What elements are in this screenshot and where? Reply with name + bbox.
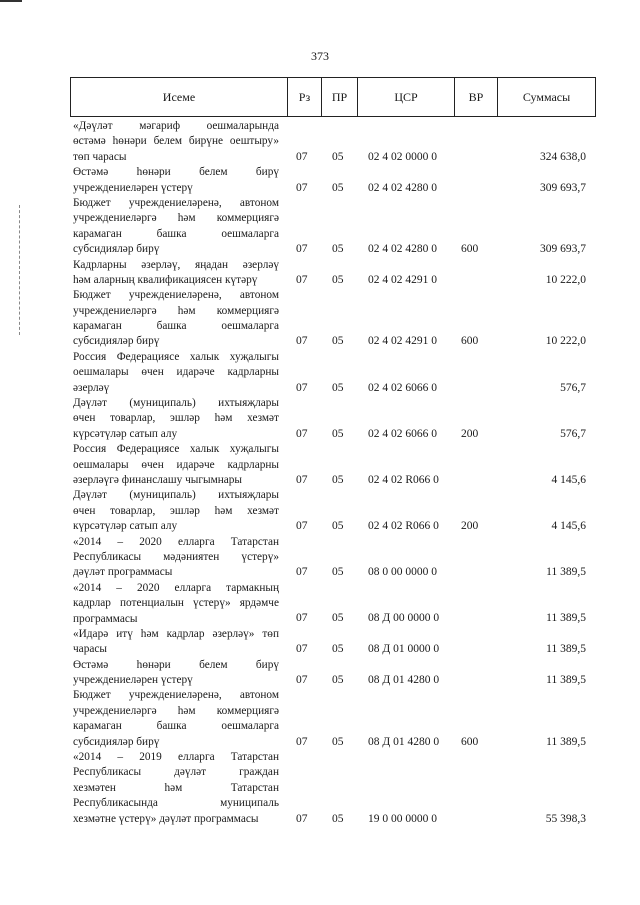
header-csr: ЦСР bbox=[358, 78, 455, 116]
row-pr: 05 bbox=[332, 473, 344, 486]
row-name-line: карамаган башка оешмаларга bbox=[73, 720, 279, 733]
row-name-line: әзерләү bbox=[73, 381, 110, 394]
table-row bbox=[73, 396, 593, 442]
row-rz: 07 bbox=[296, 643, 308, 656]
row-csr: 02 4 02 0000 0 bbox=[368, 150, 437, 163]
row-name-line: чарасы bbox=[73, 643, 107, 656]
row-name-line: Дәүләт (муниципаль) ихтыяҗлары bbox=[73, 489, 279, 502]
row-name-line: «2014 – 2020 елларга тармакның bbox=[73, 581, 279, 594]
row-name bbox=[73, 288, 279, 350]
row-pr: 05 bbox=[332, 181, 344, 194]
row-name-line: учреждениеләрен үстерү bbox=[73, 674, 193, 687]
row-name-line: учреждениеләргә һәм коммерциягә bbox=[73, 704, 279, 717]
row-name-line: өстәмә һөнәри белем бирүне оештыру» bbox=[73, 135, 279, 148]
table-header bbox=[70, 77, 596, 117]
row-name-line: субсидияләр бирү bbox=[73, 243, 160, 256]
row-name-line: Республикасы дәүләт граждан bbox=[73, 766, 279, 779]
header-sum: Суммасы bbox=[522, 89, 571, 104]
row-name-line: Россия Федерациясе халык хуҗалыгы bbox=[73, 350, 279, 363]
row-rz: 07 bbox=[296, 427, 308, 440]
row-name-line: Бюджет учреждениеләренә, автоном bbox=[73, 289, 279, 302]
row-pr: 05 bbox=[332, 273, 344, 286]
row-name-line: кадрлар потенциалын үстерү» ярдәмче bbox=[73, 597, 279, 610]
row-rz: 07 bbox=[296, 566, 308, 579]
row-pr: 05 bbox=[332, 643, 344, 656]
row-pr: 05 bbox=[332, 427, 344, 440]
row-name bbox=[73, 627, 279, 658]
row-sum: 4 145,6 bbox=[551, 473, 586, 486]
table-row bbox=[73, 535, 593, 581]
row-name-line: Россия Федерациясе халык хуҗалыгы bbox=[73, 443, 279, 456]
row-name bbox=[73, 258, 279, 289]
row-name-line: әзерләүгә финанслашу чыгымнары bbox=[73, 473, 243, 486]
row-name-line: «2014 – 2019 елларга Татарстан bbox=[73, 751, 279, 764]
row-pr: 05 bbox=[332, 150, 344, 163]
row-csr: 02 4 02 4291 0 bbox=[368, 273, 437, 286]
row-sum: 55 398,3 bbox=[545, 812, 586, 825]
row-sum: 576,7 bbox=[560, 381, 586, 394]
row-name-line: Бюджет учреждениеләренә, автоном bbox=[73, 689, 279, 702]
row-name-line: Өстәмә һөнәри белем бирү bbox=[73, 658, 279, 671]
row-name bbox=[73, 535, 279, 581]
row-name bbox=[73, 488, 279, 534]
row-rz: 07 bbox=[296, 243, 308, 256]
table-row bbox=[73, 488, 593, 534]
row-sum: 4 145,6 bbox=[551, 520, 586, 533]
row-sum: 576,7 bbox=[560, 427, 586, 440]
row-name-line: Кадрларны әзерләү, яңадан әзерләү bbox=[73, 258, 279, 271]
row-csr: 02 4 02 R066 0 bbox=[368, 473, 439, 486]
row-csr: 02 4 02 4280 0 bbox=[368, 181, 437, 194]
row-rz: 07 bbox=[296, 335, 308, 348]
row-name-line: Бюджет учреждениеләренә, автоном bbox=[73, 196, 279, 209]
table-row bbox=[73, 350, 593, 396]
row-name-line: субсидияләр бирү bbox=[73, 335, 160, 348]
row-name-line: «Идарә итү һәм кадрлар әзерләү» төп bbox=[73, 627, 279, 640]
row-name-line: өчен товарлар, эшләр һәм хезмәт bbox=[73, 504, 279, 517]
row-csr: 02 4 02 4291 0 bbox=[368, 335, 437, 348]
row-pr: 05 bbox=[332, 381, 344, 394]
row-name-line: Республикасы мәдәниятен үстерү» bbox=[73, 550, 279, 563]
row-name-line: Дәүләт (муниципаль) ихтыяҗлары bbox=[73, 397, 279, 410]
table-row bbox=[73, 119, 593, 165]
row-name-line: өчен товарлар, эшләр һәм хезмәт bbox=[73, 412, 279, 425]
row-rz: 07 bbox=[296, 735, 308, 748]
row-rz: 07 bbox=[296, 181, 308, 194]
row-vr: 600 bbox=[461, 335, 479, 348]
row-csr: 02 4 02 R066 0 bbox=[368, 520, 439, 533]
row-name bbox=[73, 581, 279, 627]
row-name bbox=[73, 658, 279, 689]
row-vr: 600 bbox=[461, 243, 479, 256]
row-sum: 11 389,5 bbox=[546, 566, 586, 579]
table-row bbox=[73, 750, 593, 827]
row-name bbox=[73, 350, 279, 396]
table-row bbox=[73, 196, 593, 258]
row-csr: 02 4 02 6066 0 bbox=[368, 427, 437, 440]
header-name: Исеме bbox=[71, 78, 288, 116]
row-pr: 05 bbox=[332, 566, 344, 579]
row-name-line: күрсәтүләр сатып алу bbox=[73, 427, 178, 440]
header-rz: Рз bbox=[288, 78, 322, 116]
row-rz: 07 bbox=[296, 520, 308, 533]
row-sum: 324 638,0 bbox=[540, 150, 586, 163]
row-sum: 10 222,0 bbox=[545, 273, 586, 286]
row-pr: 05 bbox=[332, 243, 344, 256]
row-sum: 309 693,7 bbox=[540, 243, 586, 256]
row-rz: 07 bbox=[296, 473, 308, 486]
row-vr: 200 bbox=[461, 520, 479, 533]
row-sum: 309 693,7 bbox=[540, 181, 586, 194]
row-rz: 07 bbox=[296, 381, 308, 394]
row-vr: 200 bbox=[461, 427, 479, 440]
row-name-line: программасы bbox=[73, 612, 138, 625]
header-pr: ПР bbox=[322, 78, 358, 116]
row-name bbox=[73, 442, 279, 488]
row-csr: 19 0 00 0000 0 bbox=[368, 812, 437, 825]
row-name bbox=[73, 688, 279, 750]
row-name-line: Өстәмә һөнәри белем бирү bbox=[73, 166, 279, 179]
row-pr: 05 bbox=[332, 520, 344, 533]
row-name-line: учреждениеләрен үстерү bbox=[73, 181, 193, 194]
row-name-line: күрсәтүләр сатып алу bbox=[73, 520, 178, 533]
row-csr: 08 Д 01 4280 0 bbox=[368, 735, 440, 748]
row-name bbox=[73, 196, 279, 258]
table-row bbox=[73, 627, 593, 658]
row-csr: 02 4 02 4280 0 bbox=[368, 243, 437, 256]
row-name-line: учреждениеләргә һәм коммерциягә bbox=[73, 212, 279, 225]
corner-mark bbox=[0, 0, 22, 2]
row-sum: 11 389,5 bbox=[546, 612, 586, 625]
row-pr: 05 bbox=[332, 674, 344, 687]
row-name-line: карамаган башка оешмаларга bbox=[73, 320, 279, 333]
row-name-line: «Дәүләт мәгариф оешмаларында bbox=[73, 120, 279, 132]
row-name bbox=[73, 396, 279, 442]
row-pr: 05 bbox=[332, 735, 344, 748]
row-rz: 07 bbox=[296, 812, 308, 825]
row-rz: 07 bbox=[296, 273, 308, 286]
row-vr: 600 bbox=[461, 735, 479, 748]
row-name-line: хезмәтне үстерү» дәүләт программасы bbox=[73, 812, 259, 825]
row-pr: 05 bbox=[332, 612, 344, 625]
row-csr: 08 Д 01 0000 0 bbox=[368, 643, 440, 656]
row-name-line: «2014 – 2020 елларга Татарстан bbox=[73, 535, 279, 548]
table-row bbox=[73, 258, 593, 289]
row-name-line: Республикасында муниципаль bbox=[73, 797, 279, 810]
table-row bbox=[73, 165, 593, 196]
header-vr: ВР bbox=[455, 78, 498, 116]
row-rz: 07 bbox=[296, 150, 308, 163]
row-name-line: һәм аларның квалификациясен күтәрү bbox=[73, 273, 258, 286]
table-row bbox=[73, 581, 593, 627]
row-name-line: оешмалары өчен идарәче кадрларны bbox=[73, 366, 279, 379]
row-pr: 05 bbox=[332, 335, 344, 348]
table-row bbox=[73, 658, 593, 689]
row-rz: 07 bbox=[296, 674, 308, 687]
row-name-line: хезмәтен һәм Татарстан bbox=[73, 781, 279, 794]
row-name bbox=[73, 119, 279, 165]
row-csr: 08 0 00 0000 0 bbox=[368, 566, 437, 579]
row-name-line: учреждениеләргә һәм коммерциягә bbox=[73, 304, 279, 317]
row-sum: 11 389,5 bbox=[546, 735, 586, 748]
row-sum: 11 389,5 bbox=[546, 674, 586, 687]
row-pr: 05 bbox=[332, 812, 344, 825]
table-body bbox=[73, 119, 593, 827]
table-row bbox=[73, 688, 593, 750]
table-row bbox=[73, 288, 593, 350]
row-name-line: карамаган башка оешмаларга bbox=[73, 227, 279, 240]
row-name-line: оешмалары өчен идарәче кадрларны bbox=[73, 458, 279, 471]
row-csr: 08 Д 00 0000 0 bbox=[368, 612, 440, 625]
row-rz: 07 bbox=[296, 612, 308, 625]
row-name bbox=[73, 165, 279, 196]
row-name-line: субсидияләр бирү bbox=[73, 735, 160, 748]
margin-mark bbox=[19, 205, 21, 335]
row-name bbox=[73, 750, 279, 827]
row-name-line: дәүләт программасы bbox=[73, 566, 173, 579]
row-name-line: төп чарасы bbox=[73, 150, 127, 163]
page-number: 373 bbox=[311, 49, 329, 63]
table-row bbox=[73, 442, 593, 488]
row-csr: 08 Д 01 4280 0 bbox=[368, 674, 440, 687]
row-csr: 02 4 02 6066 0 bbox=[368, 381, 437, 394]
row-sum: 11 389,5 bbox=[546, 643, 586, 656]
row-sum: 10 222,0 bbox=[545, 335, 586, 348]
